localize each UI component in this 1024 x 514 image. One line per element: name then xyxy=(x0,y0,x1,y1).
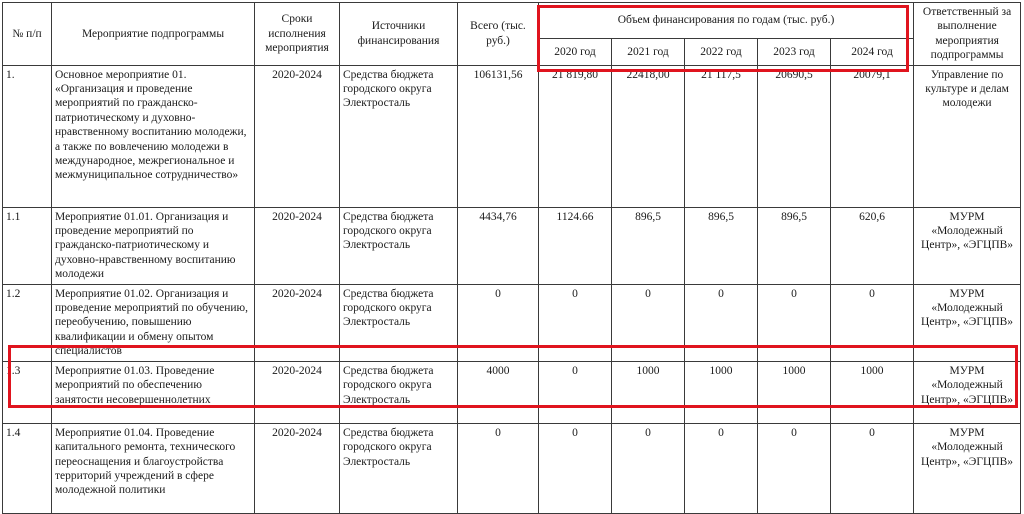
row-measure: Мероприятие 01.02. Организация и проведение мероприятий по обучению, переобучению, повышению квалификации и обмену опытом специалистов xyxy=(52,284,255,361)
header-year-2021: 2021 год xyxy=(612,39,685,65)
row-year-2021: 896,5 xyxy=(612,207,685,284)
row-year-2024: 1000 xyxy=(831,361,914,423)
header-year-2024: 2024 год xyxy=(831,39,914,65)
header-year-2023: 2023 год xyxy=(758,39,831,65)
row-year-2022: 1000 xyxy=(685,361,758,423)
header-total: Всего (тыс. руб.) xyxy=(458,3,539,66)
header-funding-group: Объем финансирования по годам (тыс. руб.) xyxy=(539,3,914,39)
header-row-top xyxy=(3,3,1021,39)
row-measure: Мероприятие 01.04. Проведение капитального ремонта, технического переоснащения и благоустройства территорий учреждений в сфере молодежной политики xyxy=(52,423,255,513)
row-terms: 2020-2024 xyxy=(255,423,340,513)
row-year-2020: 0 xyxy=(539,423,612,513)
row-responsible: МУРМ «Молодежный Центр», «ЭГЦПВ» xyxy=(914,284,1021,361)
row-year-2024: 0 xyxy=(831,423,914,513)
row-year-2020: 1124.66 xyxy=(539,207,612,284)
row-year-2021: 0 xyxy=(612,423,685,513)
row-measure: Мероприятие 01.03. Проведение мероприятий по обеспечению занятости несовершеннолетних xyxy=(52,361,255,423)
row-terms: 2020-2024 xyxy=(255,207,340,284)
row-year-2021: 22418,00 xyxy=(612,65,685,207)
row-total: 4434,76 xyxy=(458,207,539,284)
header-year-2020: 2020 год xyxy=(539,39,612,65)
row-sources: Средства бюджета городского округа Электросталь xyxy=(340,284,458,361)
row-terms: 2020-2024 xyxy=(255,65,340,207)
row-responsible: МУРМ «Молодежный Центр», «ЭГЦПВ» xyxy=(914,207,1021,284)
row-sources: Средства бюджета городского округа Электросталь xyxy=(340,207,458,284)
row-sources: Средства бюджета городского округа Электросталь xyxy=(340,361,458,423)
row-year-2021: 1000 xyxy=(612,361,685,423)
table-row xyxy=(3,65,1021,207)
row-year-2022: 0 xyxy=(685,284,758,361)
header-sources: Источники финансирования xyxy=(340,3,458,66)
row-total: 0 xyxy=(458,423,539,513)
header-responsible: Ответственный за выполнение мероприятия подпрограммы xyxy=(914,3,1021,66)
row-measure: Мероприятие 01.01. Организация и проведение мероприятий по гражданско-патриотическому и духовно-нравственному воспитанию молодежи xyxy=(52,207,255,284)
header-terms: Сроки исполнения мероприятия xyxy=(255,3,340,66)
row-total: 4000 xyxy=(458,361,539,423)
header-year-2022: 2022 год xyxy=(685,39,758,65)
header-measure: Мероприятие подпрограммы xyxy=(52,3,255,66)
row-year-2022: 896,5 xyxy=(685,207,758,284)
table-row xyxy=(3,361,1021,423)
row-total: 0 xyxy=(458,284,539,361)
row-year-2020: 0 xyxy=(539,284,612,361)
row-sources: Средства бюджета городского округа Электросталь xyxy=(340,65,458,207)
row-num: 1.2 xyxy=(3,284,52,361)
row-year-2023: 0 xyxy=(758,284,831,361)
row-responsible: Управление по культуре и делам молодежи xyxy=(914,65,1021,207)
row-year-2022: 21 117,5 xyxy=(685,65,758,207)
row-sources: Средства бюджета городского округа Электросталь xyxy=(340,423,458,513)
row-year-2024: 620,6 xyxy=(831,207,914,284)
table-row xyxy=(3,207,1021,284)
row-year-2024: 0 xyxy=(831,284,914,361)
row-num: 1. xyxy=(3,65,52,207)
table-row xyxy=(3,284,1021,361)
funding-table xyxy=(2,2,1021,514)
row-year-2021: 0 xyxy=(612,284,685,361)
row-responsible: МУРМ «Молодежный Центр», «ЭГЦПВ» xyxy=(914,361,1021,423)
row-num: 1.4 xyxy=(3,423,52,513)
row-responsible: МУРМ «Молодежный Центр», «ЭГЦПВ» xyxy=(914,423,1021,513)
row-year-2024: 20079,1 xyxy=(831,65,914,207)
row-measure: Основное мероприятие 01. «Организация и проведение мероприятий по гражданско-патриотическому и духовно-нравственному воспитанию молодежи, а также по вовлечению молодежи в международное, межрегиональное и межмуниципальное сотрудничество» xyxy=(52,65,255,207)
row-terms: 2020-2024 xyxy=(255,361,340,423)
row-total: 106131,56 xyxy=(458,65,539,207)
row-num: 1.3 xyxy=(3,361,52,423)
row-terms: 2020-2024 xyxy=(255,284,340,361)
row-year-2020: 21 819,80 xyxy=(539,65,612,207)
row-year-2023: 896,5 xyxy=(758,207,831,284)
row-year-2023: 1000 xyxy=(758,361,831,423)
row-year-2023: 0 xyxy=(758,423,831,513)
header-num: № п/п xyxy=(3,3,52,66)
row-year-2023: 20690,5 xyxy=(758,65,831,207)
row-num: 1.1 xyxy=(3,207,52,284)
row-year-2022: 0 xyxy=(685,423,758,513)
table-row xyxy=(3,423,1021,513)
row-year-2020: 0 xyxy=(539,361,612,423)
